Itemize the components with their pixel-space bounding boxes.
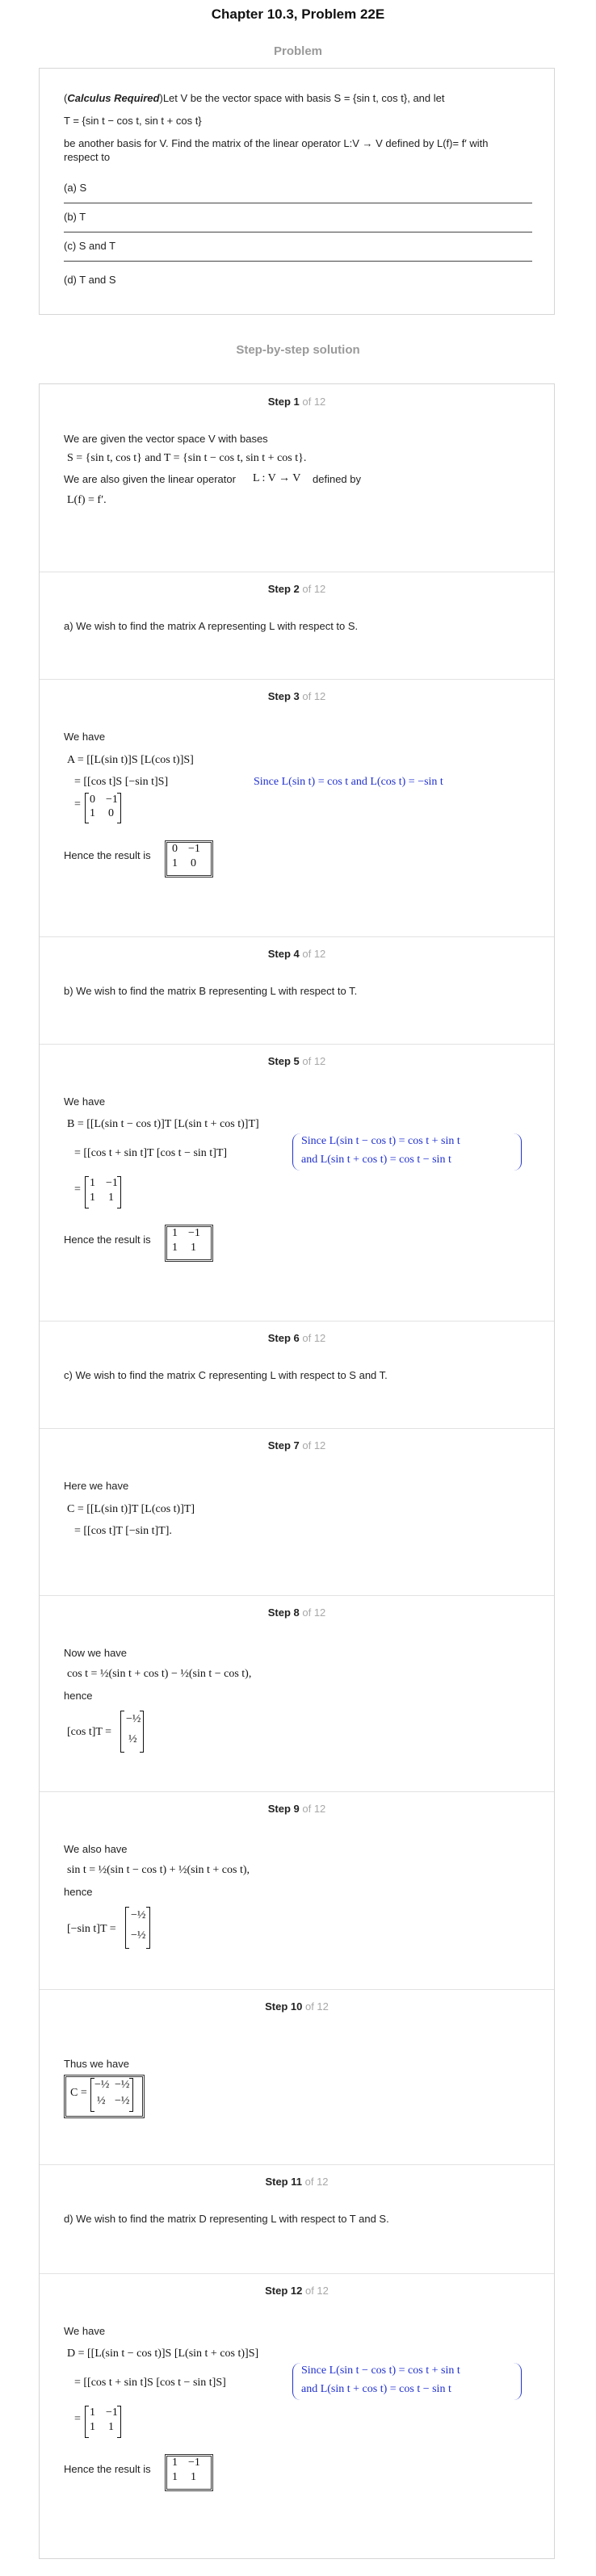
matrix-bracket bbox=[117, 2406, 121, 2438]
choice-divider bbox=[64, 261, 532, 262]
step-divider bbox=[40, 2164, 554, 2165]
matrix-bracket bbox=[129, 2078, 133, 2112]
choice-c[interactable]: (c) S and T bbox=[64, 240, 116, 252]
step-math: = [[cos t]S [−sin t]S] bbox=[74, 776, 169, 788]
step-math: C = [[L(sin t)]T [L(cos t)]T] bbox=[67, 1503, 195, 1515]
matrix-cell: 1 bbox=[90, 1177, 95, 1189]
matrix-cell: 1 bbox=[172, 2457, 178, 2469]
step-title: Step 3 of 12 bbox=[267, 690, 326, 702]
step-math: C = bbox=[70, 2087, 87, 2099]
step-math: A = [[L(sin t)]S [L(cos t)]S] bbox=[67, 754, 194, 766]
matrix-bracket bbox=[117, 1176, 121, 1208]
step-title: Step 2 of 12 bbox=[267, 583, 326, 595]
matrix-cell: 1 bbox=[172, 2471, 178, 2483]
vector-bracket bbox=[146, 1907, 150, 1949]
matrix-cell: −1 bbox=[106, 794, 118, 806]
step-text: We have bbox=[64, 2325, 106, 2337]
step-text: We have bbox=[64, 731, 106, 743]
step-title: Step 6 of 12 bbox=[267, 1332, 326, 1344]
choice-b[interactable]: (b) T bbox=[64, 211, 86, 223]
step-math: [−sin t]T = bbox=[67, 1923, 116, 1935]
matrix-cell: −1 bbox=[188, 1227, 200, 1239]
step-text: Here we have bbox=[64, 1480, 129, 1492]
matrix-bracket bbox=[85, 1176, 89, 1208]
step-text: c) We wish to find the matrix C representing L with respect to S and T. bbox=[64, 1369, 388, 1381]
matrix-cell: 0 bbox=[172, 843, 178, 855]
matrix-cell: 0 bbox=[108, 807, 114, 819]
equals-sign: = bbox=[74, 798, 81, 810]
step-divider bbox=[40, 1791, 554, 1792]
vector-bracket bbox=[140, 1711, 144, 1753]
problem-line-1: (Calculus Required)Let V be the vector space with basis S = {sin t, cos t}, and let bbox=[64, 92, 445, 104]
step-title: Step 8 of 12 bbox=[267, 1606, 326, 1619]
step-text: Now we have bbox=[64, 1647, 128, 1659]
step-title: Step 1 of 12 bbox=[267, 396, 326, 408]
step-text: Thus we have bbox=[64, 2058, 129, 2070]
matrix-cell: −1 bbox=[188, 2457, 200, 2469]
equals-sign: = bbox=[74, 1183, 81, 1196]
step-divider bbox=[40, 1044, 554, 1045]
vector-cell: −½ bbox=[126, 1713, 141, 1725]
matrix-cell: −1 bbox=[106, 1177, 118, 1189]
step-title: Step 10 of 12 bbox=[265, 2000, 329, 2013]
matrix-cell: 1 bbox=[191, 1242, 196, 1254]
matrix-cell: 1 bbox=[90, 2406, 95, 2419]
matrix-cell: −½ bbox=[94, 2079, 110, 2091]
problem-line-4: respect to bbox=[64, 151, 111, 163]
step-math: = [[cos t + sin t]S [cos t − sin t]S] bbox=[74, 2377, 226, 2389]
choice-a[interactable]: (a) S bbox=[64, 182, 87, 194]
vector-cell: −½ bbox=[131, 1929, 146, 1941]
step-divider bbox=[40, 679, 554, 680]
step-title: Step 11 of 12 bbox=[265, 2176, 329, 2188]
step-title: Step 12 of 12 bbox=[265, 2285, 329, 2297]
matrix-cell: 0 bbox=[90, 794, 95, 806]
step-note: Since L(sin t − cos t) = cos t + sin t bbox=[301, 2364, 460, 2377]
step-note: Since L(sin t − cos t) = cos t + sin t bbox=[301, 1135, 460, 1147]
matrix-cell: 1 bbox=[172, 1227, 178, 1239]
matrix-cell: 0 bbox=[191, 857, 196, 869]
step-note: and L(sin t + cos t) = cos t − sin t bbox=[301, 2383, 451, 2395]
vector-bracket bbox=[120, 1711, 124, 1753]
vector-cell: −½ bbox=[131, 1909, 146, 1921]
problem-heading: Problem bbox=[273, 44, 322, 58]
step-divider bbox=[40, 936, 554, 937]
step-title: Step 7 of 12 bbox=[267, 1439, 326, 1451]
step-text: d) We wish to find the matrix D representing L with respect to T and S. bbox=[64, 2213, 389, 2225]
vector-cell: ½ bbox=[128, 1733, 137, 1745]
step-text: defined by bbox=[313, 473, 361, 485]
step-math: D = [[L(sin t − cos t)]S [L(sin t + cos t)]S] bbox=[67, 2348, 259, 2360]
step-text: Hence the result is bbox=[64, 2463, 151, 2475]
step-text: a) We wish to find the matrix A representing L with respect to S. bbox=[64, 620, 359, 632]
matrix-bracket bbox=[85, 2406, 89, 2438]
step-divider bbox=[40, 1321, 554, 1322]
problem-box bbox=[39, 68, 555, 315]
step-text: We are also given the linear operator bbox=[64, 473, 236, 485]
step-text: We also have bbox=[64, 1843, 128, 1855]
matrix-bracket bbox=[85, 793, 89, 823]
step-divider bbox=[40, 2273, 554, 2274]
matrix-cell: 1 bbox=[108, 2421, 114, 2433]
matrix-bracket bbox=[117, 793, 121, 823]
matrix-cell: −½ bbox=[115, 2095, 130, 2107]
step-note: and L(sin t + cos t) = cos t − sin t bbox=[301, 1154, 451, 1166]
step-note: Since L(sin t) = cos t and L(cos t) = −sin t bbox=[254, 776, 443, 788]
step-text: Hence the result is bbox=[64, 849, 151, 861]
step-math: L : V → V bbox=[253, 472, 301, 484]
step-math: cos t = ½(sin t + cos t) − ½(sin t − cos t), bbox=[67, 1668, 252, 1680]
step-text: We have bbox=[64, 1095, 106, 1108]
step-text: hence bbox=[64, 1690, 93, 1702]
problem-line-2: T = {sin t − cos t, sin t + cos t} bbox=[64, 115, 202, 127]
matrix-cell: −1 bbox=[106, 2406, 118, 2419]
step-math: = [[cos t + sin t]T [cos t − sin t]T] bbox=[74, 1147, 228, 1159]
problem-line-3: be another basis for V. Find the matrix of the linear operator L:V → V defined by L(f)= f′ with bbox=[64, 137, 489, 149]
step-math: sin t = ½(sin t − cos t) + ½(sin t + cos t), bbox=[67, 1864, 250, 1876]
matrix-cell: 1 bbox=[172, 857, 178, 869]
step-text: hence bbox=[64, 1886, 93, 1898]
matrix-cell: 1 bbox=[90, 2421, 95, 2433]
step-math: L(f) = f′. bbox=[67, 494, 107, 506]
step-text: b) We wish to find the matrix B representing L with respect to T. bbox=[64, 985, 358, 997]
page-title: Chapter 10.3, Problem 22E bbox=[211, 6, 385, 22]
step-text: We are given the vector space V with bases bbox=[64, 433, 268, 445]
step-title: Step 4 of 12 bbox=[267, 948, 326, 960]
solution-heading: Step-by-step solution bbox=[236, 343, 360, 357]
matrix-cell: 1 bbox=[172, 1242, 178, 1254]
solution-box bbox=[39, 383, 555, 2559]
step-title: Step 9 of 12 bbox=[267, 1803, 326, 1815]
step-math: = [[cos t]T [−sin t]T]. bbox=[74, 1525, 172, 1537]
step-divider bbox=[40, 1989, 554, 1990]
matrix-cell: −½ bbox=[115, 2079, 130, 2091]
matrix-cell: ½ bbox=[97, 2095, 106, 2107]
matrix-cell: 1 bbox=[90, 807, 95, 819]
vector-bracket bbox=[125, 1907, 129, 1949]
step-divider bbox=[40, 1428, 554, 1429]
choice-d[interactable]: (d) T and S bbox=[64, 274, 116, 286]
calculus-required-tag: Calculus Required bbox=[67, 92, 160, 104]
matrix-cell: 1 bbox=[191, 2471, 196, 2483]
matrix-cell: 1 bbox=[90, 1192, 95, 1204]
step-text: Hence the result is bbox=[64, 1234, 151, 1246]
step-math: B = [[L(sin t − cos t)]T [L(sin t + cos t)]T] bbox=[67, 1118, 259, 1130]
matrix-cell: −1 bbox=[188, 843, 200, 855]
step-divider bbox=[40, 1595, 554, 1596]
matrix-cell: 1 bbox=[108, 1192, 114, 1204]
step-math: S = {sin t, cos t} and T = {sin t − cos t, sin t + cos t}. bbox=[67, 452, 307, 464]
equals-sign: = bbox=[74, 2413, 81, 2425]
step-math: [cos t]T = bbox=[67, 1726, 112, 1738]
step-title: Step 5 of 12 bbox=[267, 1055, 326, 1067]
